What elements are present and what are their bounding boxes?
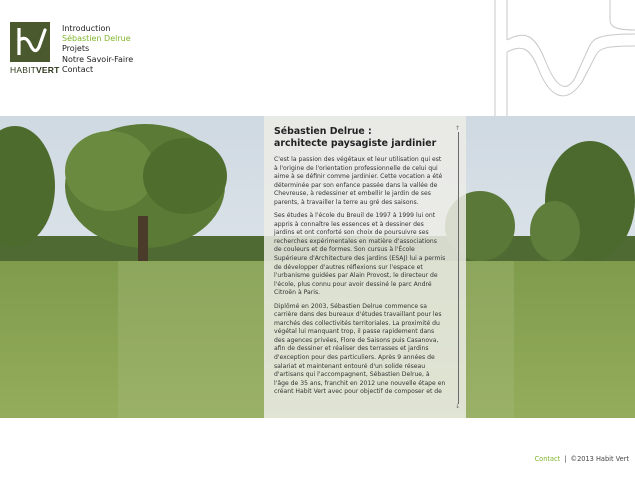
main-nav — [62, 24, 133, 75]
nav-item-sebastien-delrue[interactable]: Sébastien Delrue — [62, 34, 131, 44]
logo-mark — [10, 22, 50, 62]
nav-item-savoir-faire[interactable]: Notre Savoir-Faire — [62, 54, 134, 64]
scroll-down-arrow-icon[interactable]: ↓ — [455, 403, 461, 410]
article-paragraph: Ses études à l'école du Breuil de 1997 à 1999 lui ont appris à connaître les essences et à dessiner des jardins et ont conforté son choix de poursuivre ses recherches expérimentales en matière d'associations de couleurs et de formes. Son cursus à l'École Supérieure d'Architecture des jardins (ESAJ) lui a permis de développer d'autres réflexions sur l'espace et l'urbanisme guidées par Alain Provost, le directeur de l'école, plus connu pour avoir dessiné le parc André Citroën à Paris. — [274, 212, 446, 297]
article-scrollbar[interactable] — [455, 126, 461, 410]
decorative-hv-outline — [490, 0, 635, 116]
logo[interactable] — [10, 22, 60, 76]
scroll-track[interactable] — [458, 132, 459, 404]
footer-copyright: ©2013 Habit Vert — [570, 455, 629, 463]
footer-contact-link[interactable]: Contact — [534, 455, 561, 463]
footer-separator: | — [564, 455, 567, 463]
scroll-up-arrow-icon[interactable]: ↑ — [455, 125, 461, 132]
logo-wordmark: HABITVERT — [10, 65, 60, 75]
article-paragraph: Diplômé en 2003, Sébastien Delrue commence sa carrière dans des bureaux d'études travaillant pour les marchés des collectivités territoriales. La proximité du végétal lui manquant trop, il passe rapidement dans des agences privées, Flore de Saisons puis Casanova, afin de dessiner et réaliser des terrasses et jardins d'exception pour des particuliers. Après 9 années de salariat et maintenant entouré d'un solide réseau d'artisans qui l'accompagnent, Sébastien Delrue, à l'âge de 35 ans, franchit en 2012 une nouvelle étape en créant Habit Vert avec pour objectif de composer et de — [274, 302, 446, 396]
hv-logo-icon — [10, 22, 50, 62]
nav-item-contact[interactable]: Contact — [62, 64, 94, 74]
nav-item-introduction[interactable]: Introduction — [62, 24, 111, 33]
article-panel — [264, 116, 466, 418]
nav-item-projets[interactable]: Projets — [62, 44, 90, 54]
article-body — [274, 156, 446, 402]
article-title: Sébastien Delrue : architecte paysagiste jardinier — [274, 126, 437, 149]
article-paragraph: C'est la passion des végétaux et leur utilisation qui est à l'origine de l'orientation professionnelle de celui qui aime à se définir comme jardinier. Cette vocation a été déterminée par son enfance passée dans la vallée de Chevreuse, à redessiner et embellir le jardin de ses parents, à travailler la terre au gré des saisons. — [274, 156, 443, 206]
footer — [535, 455, 629, 463]
